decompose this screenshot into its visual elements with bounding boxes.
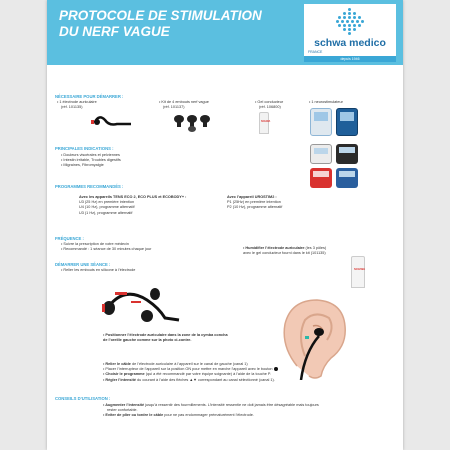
gel-brand-label-large: SCHWA	[354, 267, 366, 271]
ear-electrode-icon	[91, 112, 135, 134]
conseil-cable: • Eviter de plier ou tordre le câble pour ne pas endommager prématurément l’électrode.	[103, 413, 254, 418]
item-embouts: • Kit de 4 embouts nerf vague (réf. 101137)	[159, 100, 209, 110]
demarrer-relier-embouts: • Relier les embouts en silicone à l’électrode	[61, 268, 136, 272]
step-relier-cable: • Relier le câble de l’électrode auriculaire à l’appareil sur le canal de gauche (canal 1)	[103, 362, 248, 366]
power-button-icon	[274, 367, 278, 371]
section-heading-necessaire: NÉCESSAIRE POUR DÉMARRER :	[55, 94, 124, 99]
humidifier-text: • Humidifier l’électrode auriculaire (les 3 pôles) avec le gel conducteur fourni dans le kit (101135)	[243, 246, 327, 256]
item-gel: • Gel conducteur (réf. 106800)	[255, 100, 284, 110]
tens-device-grey	[310, 144, 332, 164]
logo-dots-icon	[336, 8, 364, 36]
programmes-right: Avec l’appareil UROSTIM2 : P1 (25Hz) en première intention P2 (10 Hz), programme alternatif	[227, 195, 283, 210]
conseils-list: • Augmenter l’intensité jusqu’à ressentir des fourmillements. L’intensité ressentie ne doit jamais être désagréable mais toujours rester confortable. • Eviter de plier ou tordre le câble pour ne pas endommager prématurément l’électrode.	[103, 403, 393, 419]
positionner-text: • Positionner l’électrode auriculaire dans la zone de la cymba concha de l’oreille gauche comme sur la photo ci-contre.	[103, 333, 228, 343]
section-heading-programmes: PROGRAMMES RECOMMANDÉS :	[55, 184, 124, 189]
item-stimulator: • 1 neurostimulateur	[309, 100, 343, 104]
step-interrupteur: • Placer l’interrupteur de l’appareil sur la position ON pour mettre en marche l’appareil avec le bouton	[103, 367, 348, 372]
demarrer-steps	[103, 362, 348, 383]
section-heading-conseils: CONSEILS D’UTILISATION :	[55, 396, 111, 401]
title-line-1: PROTOCOLE DE STIMULATION	[59, 8, 262, 23]
silicone-tips-icon	[171, 113, 213, 133]
logo-name: schwa medico	[314, 37, 386, 49]
frequence-list: • Suivre la prescription de votre médecin • Recommandé : 1 séance de 30 minutes chaque jour	[61, 242, 152, 252]
gel-tube-large-icon	[351, 256, 365, 288]
tens-device-black	[336, 144, 358, 164]
protocol-sheet	[47, 0, 403, 450]
logo-since: depuis 1946	[304, 56, 396, 62]
item-electrode: • 1 électrode auriculaire (réf. 101135)	[57, 100, 97, 110]
electrode-assembly-icon	[95, 282, 195, 326]
header-banner	[47, 0, 403, 65]
tens-device-blue	[336, 108, 358, 136]
section-heading-demarrer: DÉMARRER UNE SÉANCE :	[55, 262, 111, 267]
step-programme: • Choisir le programme (qui a été recommandé par votre équipe soignante) à l’aide de la touche P.	[103, 372, 272, 377]
conseil-intensite: • Augmenter l’intensité jusqu’à ressentir des fourmillements. L’intensité ressentie ne doit jamais être désagréable mais toujours	[103, 403, 319, 407]
urostim-device-red	[310, 168, 332, 188]
section-heading-indications: PRINCIPALES INDICATIONS :	[55, 146, 114, 151]
gel-brand-label: SCHWA	[261, 120, 271, 123]
indications-list: • Douleurs viscérales et pelviennes • Intestin irritable, Troubles digestifs • Migraines, Fibromyalgie	[61, 153, 121, 168]
schwa-medico-logo	[304, 4, 396, 62]
logo-country: FRANCE	[308, 50, 323, 54]
section-heading-frequence: FRÉQUENCE :	[55, 236, 84, 241]
step-intensite: • Régler l’intensité du courant à l’aide des flèches ▲▼ correspondant au canal sélectionné (canal 1).	[103, 377, 275, 382]
programmes-left: Avec les appareils TENS ECO 2, ECO PLUS et ECOBODY+ : U3 (25 Hz) en première intention U4 (10 Hz), programme alternatif U3 (1 Hz), programme alternatif	[79, 195, 187, 215]
tens-device-white	[310, 108, 332, 136]
gel-tube-icon	[259, 112, 269, 134]
page-title	[59, 8, 269, 40]
tens-device-dark-blue	[336, 168, 358, 188]
title-line-2: DU NERF VAGUE	[59, 24, 170, 39]
